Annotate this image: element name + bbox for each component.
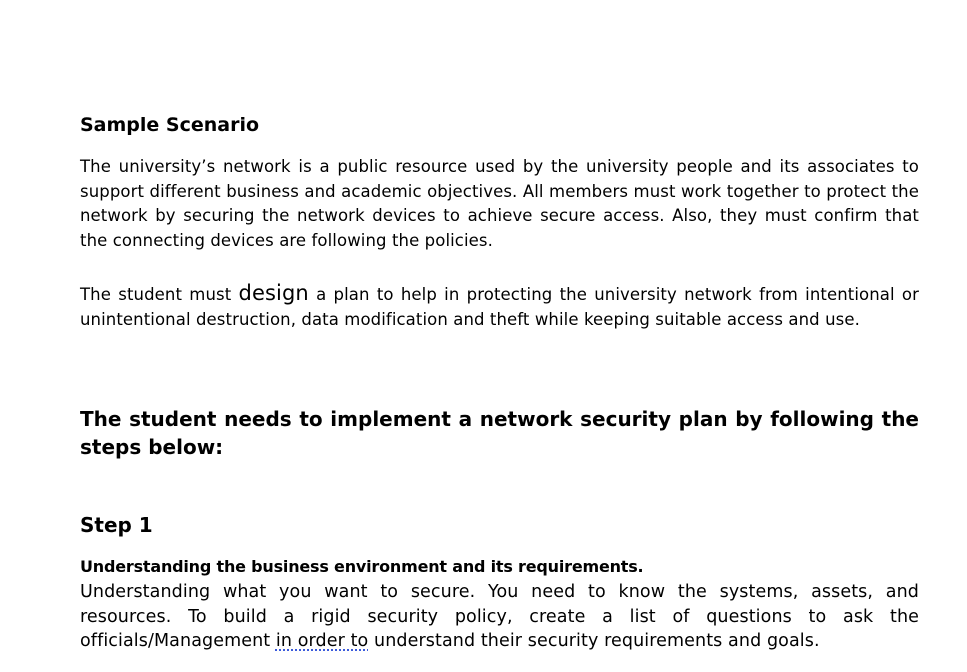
paragraph-2-emphasis-word: design	[238, 281, 309, 305]
scenario-paragraph-2	[80, 281, 919, 332]
scenario-paragraph-1: The university’s network is a public resource used by the university people and its associates to support different business and academic objectives. All members must work together to protect the network by securing the network devices to achieve secure access. Also, they must confirm that the connecting devices are following the policies.	[80, 157, 919, 250]
grammar-flagged-phrase[interactable]: in order to	[275, 631, 369, 652]
step-1-subheading: Understanding the business environment and its requirements.	[80, 557, 644, 576]
step-1-paragraph	[80, 580, 919, 654]
paragraph-2-text-before: The student must	[80, 285, 239, 304]
heading-implement-plan: The student needs to implement a network security plan by following the steps below:	[80, 407, 919, 459]
heading-sample-scenario: Sample Scenario	[80, 114, 260, 136]
paragraph-2-text-after: a plan to help in protecting the university network from intentional or unintentional destruction, data modification and theft while keeping suitable access and use.	[80, 285, 920, 329]
step-1-text-before: Understanding what you want to secure. You need to know the systems, assets, and resources. To build a rigid security policy, create a list of questions to ask the officials/Management	[80, 582, 919, 652]
heading-step-1: Step 1	[80, 513, 153, 537]
step-1-text-after: understand their security requirements and goals.	[368, 631, 820, 652]
